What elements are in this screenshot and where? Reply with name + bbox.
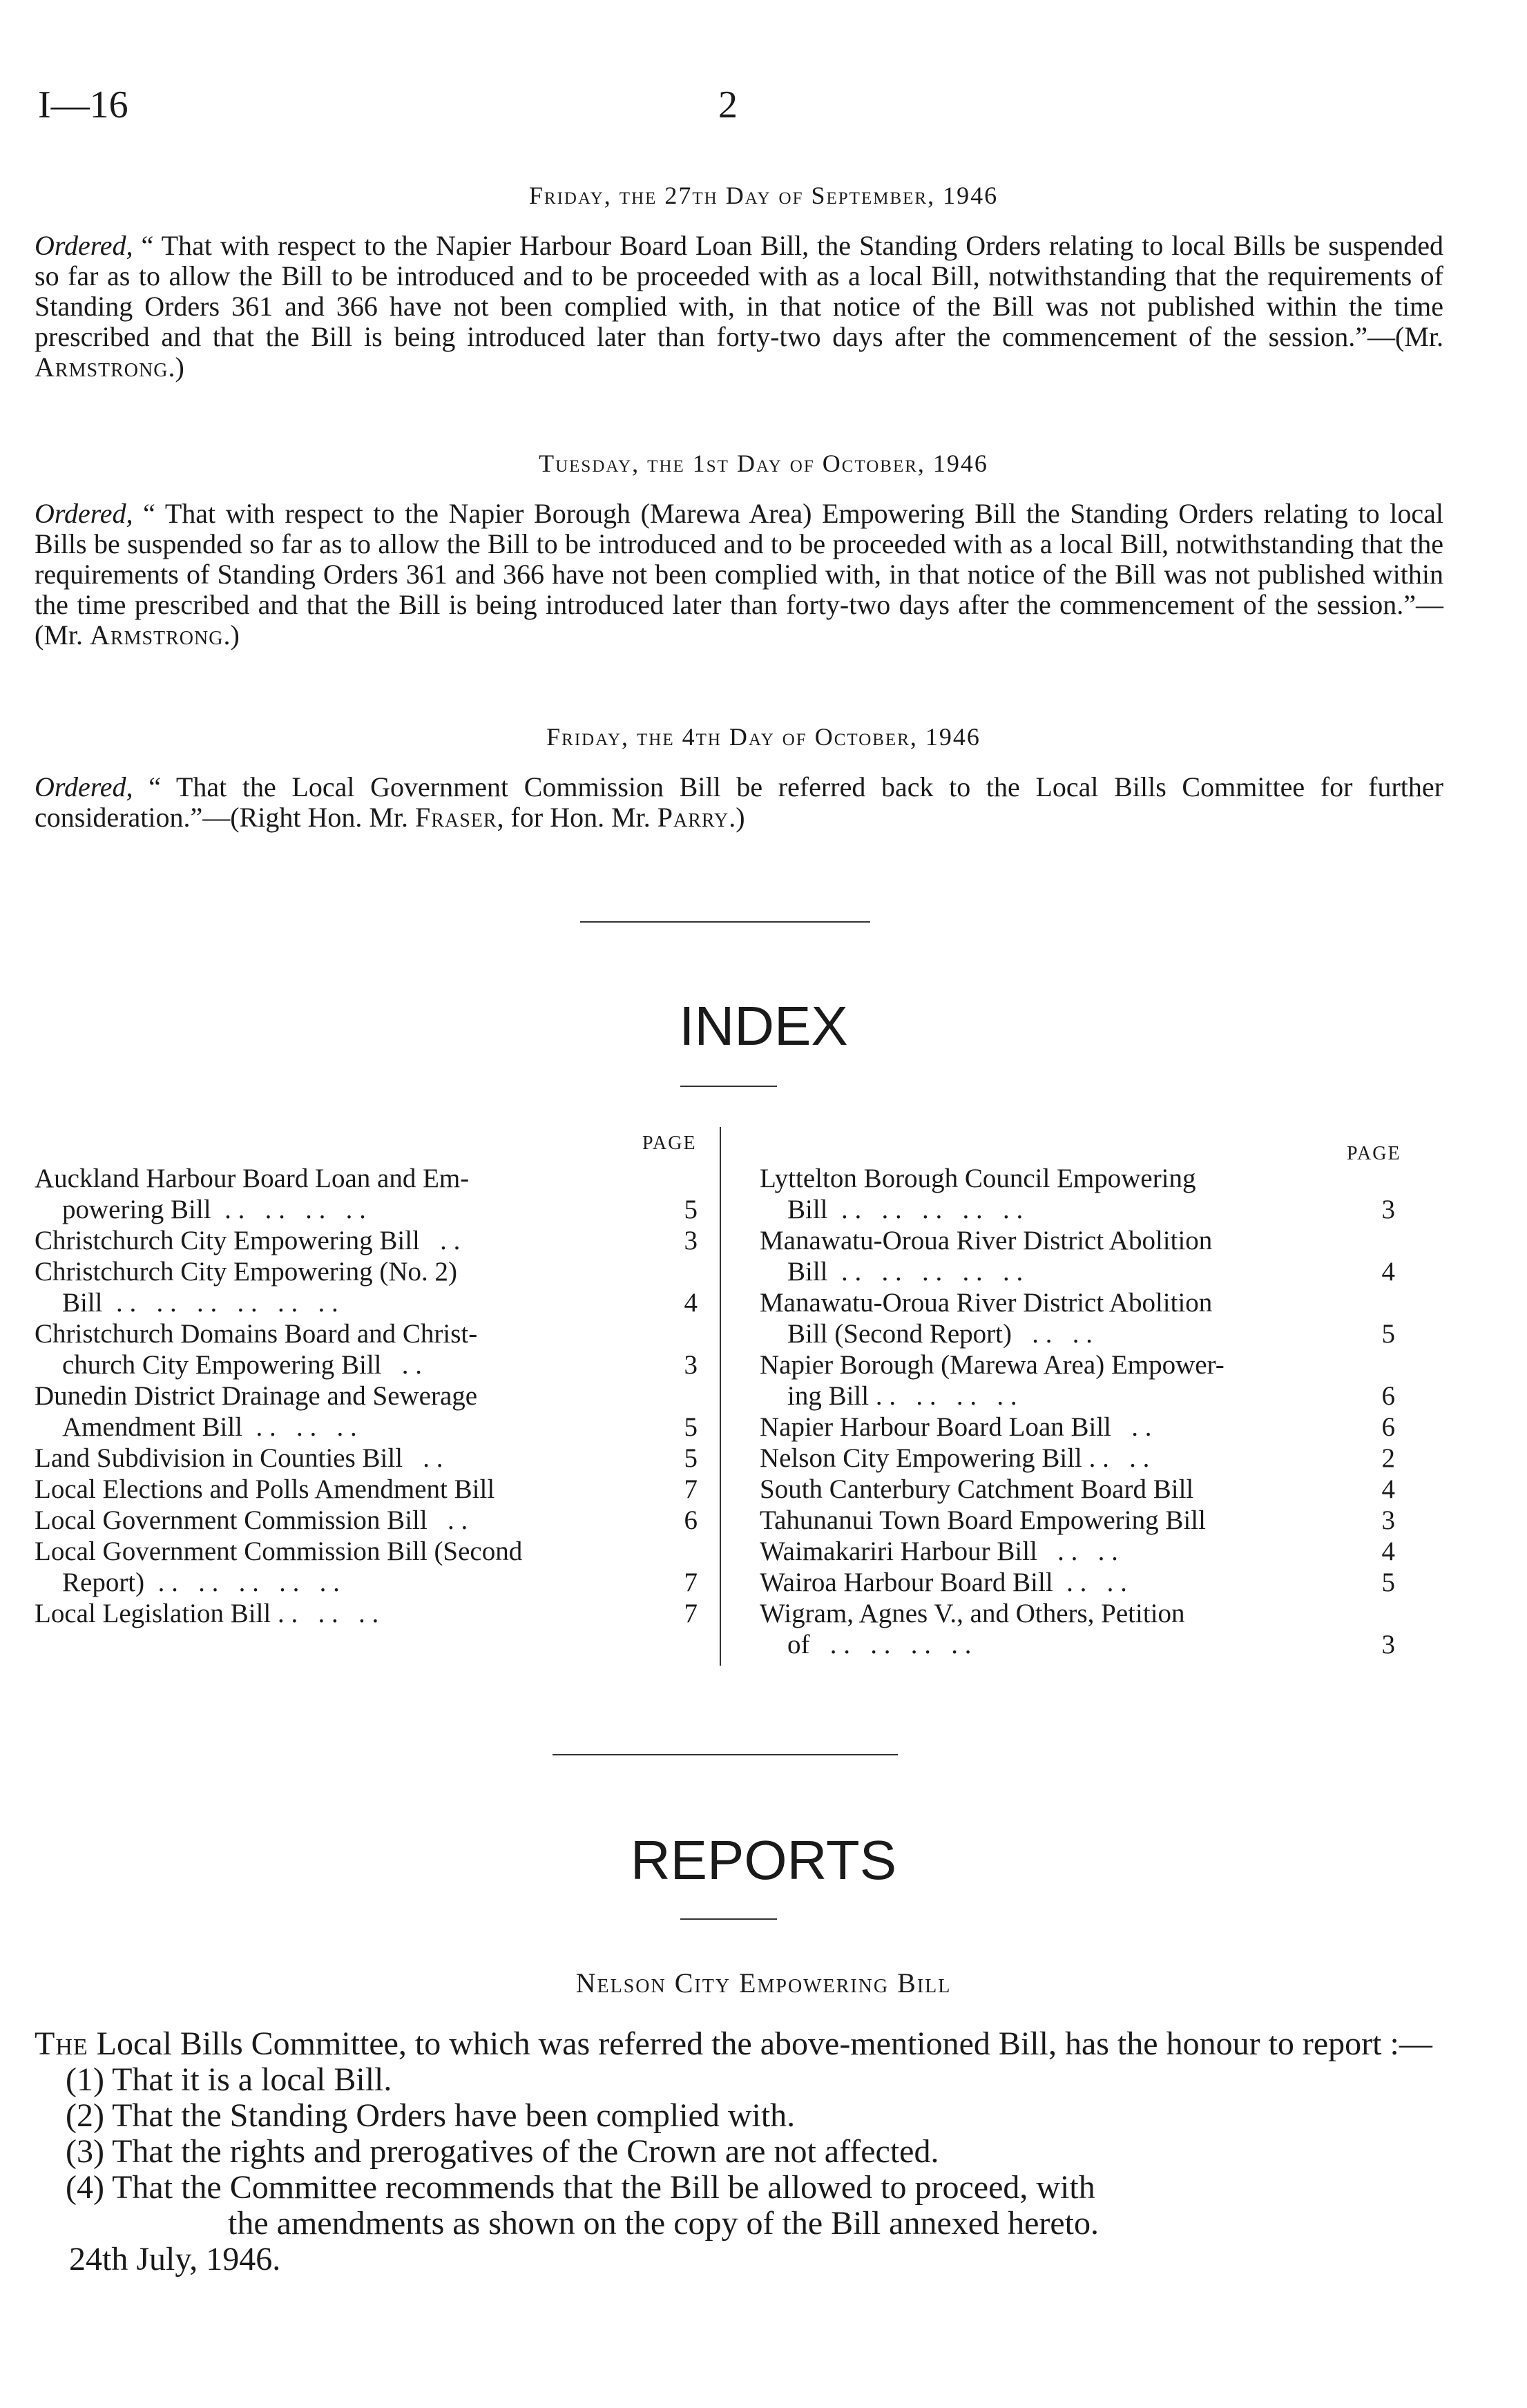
index-entry-line: Tahunanui Town Board Empowering Bill [760,1505,1206,1535]
order-tail: .) [223,619,240,651]
index-page-number: 7 [684,1474,698,1504]
order-tail: .) [729,802,745,833]
index-entry-line: Bill . . . . . . . . . . [787,1257,1024,1287]
index-page-number: 6 [1381,1381,1395,1411]
index-column-divider [720,1127,721,1666]
index-entry [35,1598,698,1629]
report-intro-first: The [35,2025,88,2062]
index-entry-line: of . . . . . . . . [787,1630,972,1659]
report-item: (1) That it is a local Bill. [66,2061,392,2098]
index-entry-line: Bill (Second Report) . . . . [787,1319,1093,1349]
report-item: (2) That the Standing Orders have been complied with. [66,2097,796,2134]
index-entry [760,1287,1395,1349]
index-page-number: 3 [1381,1630,1395,1659]
reports-title: REPORTS [630,1829,897,1891]
section-date: Tuesday, the 1st Day of October, 1946 [539,450,988,477]
index-entry-line: Napier Harbour Board Loan Bill . . [760,1412,1152,1442]
index-page-number: 4 [684,1288,698,1318]
report-item: (4) That the Committee recommends that the Bill be allowed to proceed, with [66,2169,1095,2206]
index-entry [35,1256,698,1318]
index-entry [35,1380,698,1443]
index-title-rule [680,1086,777,1087]
index-page-number: 3 [684,1350,698,1380]
index-entry-line: Local Government Commission Bill . . [35,1505,468,1535]
index-entry-line: Napier Borough (Marewa Area) Empower- [760,1350,1225,1380]
index-entry [35,1318,698,1380]
report-body [35,2026,1443,2277]
index-entry [760,1412,1395,1443]
member-name: Fraser [415,802,497,833]
index-right-column [760,1163,1395,1660]
index-entry [35,1163,698,1225]
section-date: Friday, the 27th Day of September, 1946 [528,182,999,209]
index-page-number: 5 [684,1443,698,1473]
report-item: (3) That the rights and prerogatives of the Crown are not affected. [66,2133,939,2170]
reports-title-rule [680,1918,777,1920]
document-number: I—16 [38,84,128,126]
index-page-number: 4 [1381,1537,1395,1566]
index-entry-line: Local Elections and Polls Amendment Bill [35,1474,495,1504]
index-entry [760,1536,1395,1567]
index-entry-line: Manawatu-Oroua River District Abolition [760,1226,1213,1255]
index-page-number: 4 [1381,1257,1395,1287]
index-entry [760,1598,1395,1660]
order-text: “ That the Local Government Commission Bill be referred back to the Local Bills Committee for further consideration.”—(Right Hon. Mr. [35,771,1443,833]
index-entry-line: Christchurch City Empowering Bill . . [35,1226,461,1255]
report-bill-title: Nelson City Empowering Bill [575,1967,952,1998]
member-name-2: Parry [657,802,729,833]
index-left-page-header: PAGE [642,1133,697,1154]
index-entry-line: Waimakariri Harbour Bill . . . . [760,1537,1118,1566]
index-entry-line: ing Bill . . . . . . . . [787,1381,1017,1411]
index-entry-line: Local Legislation Bill . . . . . . [35,1599,379,1628]
index-entry-line: Report) . . . . . . . . . . [62,1568,340,1597]
order-tail: .) [168,351,184,383]
report-intro-text: Local Bills Committee, to which was referred the above-mentioned Bill, has the honour to report :— [88,2025,1432,2062]
index-entry-line: South Canterbury Catchment Board Bill [760,1474,1194,1504]
report-item-continuation: the amendments as shown on the copy of the Bill annexed hereto. [228,2205,1099,2242]
index-entry-line: Christchurch Domains Board and Christ- [35,1319,478,1349]
index-entry [760,1163,1395,1225]
member-name: Armstrong [35,351,169,383]
index-page-number: 2 [1381,1443,1395,1473]
index-entry [35,1225,698,1256]
index-entry [760,1443,1395,1474]
index-entry-line: Bill . . . . . . . . . . [787,1195,1024,1224]
order-text: “ That with respect to the Napier Harbour Board Loan Bill, the Standing Orders relating to local Bills be suspended so far as to allow the Bill to be introduced and to be proceeded with as a local Bill, notwithstanding that the requirements of Standing Orders 361 and 366 have not been complied with, in that notice of the Bill was not published within the time prescribed and that the Bill is being introduced later than forty-two days after the commencement of the session.”—(Mr. [35,230,1443,352]
index-entry-line: powering Bill . . . . . . . . [62,1195,366,1224]
order-paragraph [35,499,1443,651]
section-divider [553,1754,898,1755]
ordered-label: Ordered, [35,771,133,802]
index-page-number: 4 [1381,1474,1395,1504]
index-entry-line: Christchurch City Empowering (No. 2) [35,1257,457,1287]
index-entry-line: Nelson City Empowering Bill . . . . [760,1443,1150,1473]
index-entry [35,1505,698,1536]
report-date: 24th July, 1946. [69,2241,281,2277]
index-page-number: 5 [684,1412,698,1442]
index-entry-line: Bill . . . . . . . . . . . . [62,1288,338,1318]
index-entry-line: Local Government Commission Bill (Second [35,1537,523,1566]
order-paragraph [35,772,1443,833]
index-entry-line: Dunedin District Drainage and Sewerage [35,1381,478,1411]
index-entry-line: Auckland Harbour Board Loan and Em- [35,1164,470,1193]
index-entry-line: Lyttelton Borough Council Empowering [760,1164,1196,1193]
index-entry [35,1536,698,1598]
report-intro [35,2026,1443,2062]
index-entry [760,1225,1395,1287]
index-page-number: 7 [684,1599,698,1628]
index-entry-line: Amendment Bill . . . . . . [62,1412,357,1442]
index-title: INDEX [679,995,848,1057]
index-entry-line: Land Subdivision in Counties Bill . . [35,1443,443,1473]
member-name: Armstrong [90,619,224,651]
index-page-number: 7 [684,1568,698,1597]
index-page-number: 3 [684,1226,698,1255]
index-entry [760,1505,1395,1536]
order-text: “ That with respect to the Napier Borough (Marewa Area) Empowering Bill the Standing Orders relating to local Bills be suspended so far as to allow the Bill to be introduced and to be proceeded with as a local Bill, notwithstanding that the requirements of Standing Orders 361 and 366 have not been complied with, in that notice of the Bill was not published within the time prescribed and that the Bill is being introduced later than forty-two days after the commencement of the session.”—(Mr. [35,498,1443,651]
order-mid: , for Hon. Mr. [497,802,657,833]
index-entry-line: Wairoa Harbour Board Bill . . . . [760,1568,1127,1597]
index-page-number: 6 [684,1505,698,1535]
index-left-column [35,1163,698,1629]
index-page-number: 5 [1381,1319,1395,1349]
order-paragraph [35,231,1443,383]
index-entry-line: Wigram, Agnes V., and Others, Petition [760,1599,1185,1628]
index-entry-line: church City Empowering Bill . . [62,1350,423,1380]
index-page-number: 3 [1381,1505,1395,1535]
index-page-number: 3 [1381,1195,1395,1224]
index-page-number: 5 [684,1195,698,1224]
index-entry [35,1474,698,1505]
ordered-label: Ordered, [35,230,133,261]
section-divider [580,921,870,923]
index-page-number: 5 [1381,1568,1395,1597]
index-entry [760,1567,1395,1598]
index-right-page-header: PAGE [1347,1143,1401,1164]
index-entry [35,1443,698,1474]
index-entry-line: Manawatu-Oroua River District Abolition [760,1288,1213,1318]
index-entry [760,1474,1395,1505]
page-number: 2 [718,84,738,126]
ordered-label: Ordered, [35,498,133,529]
section-date: Friday, the 4th Day of October, 1946 [546,723,981,751]
index-entry [760,1349,1395,1412]
index-page-number: 6 [1381,1412,1395,1442]
